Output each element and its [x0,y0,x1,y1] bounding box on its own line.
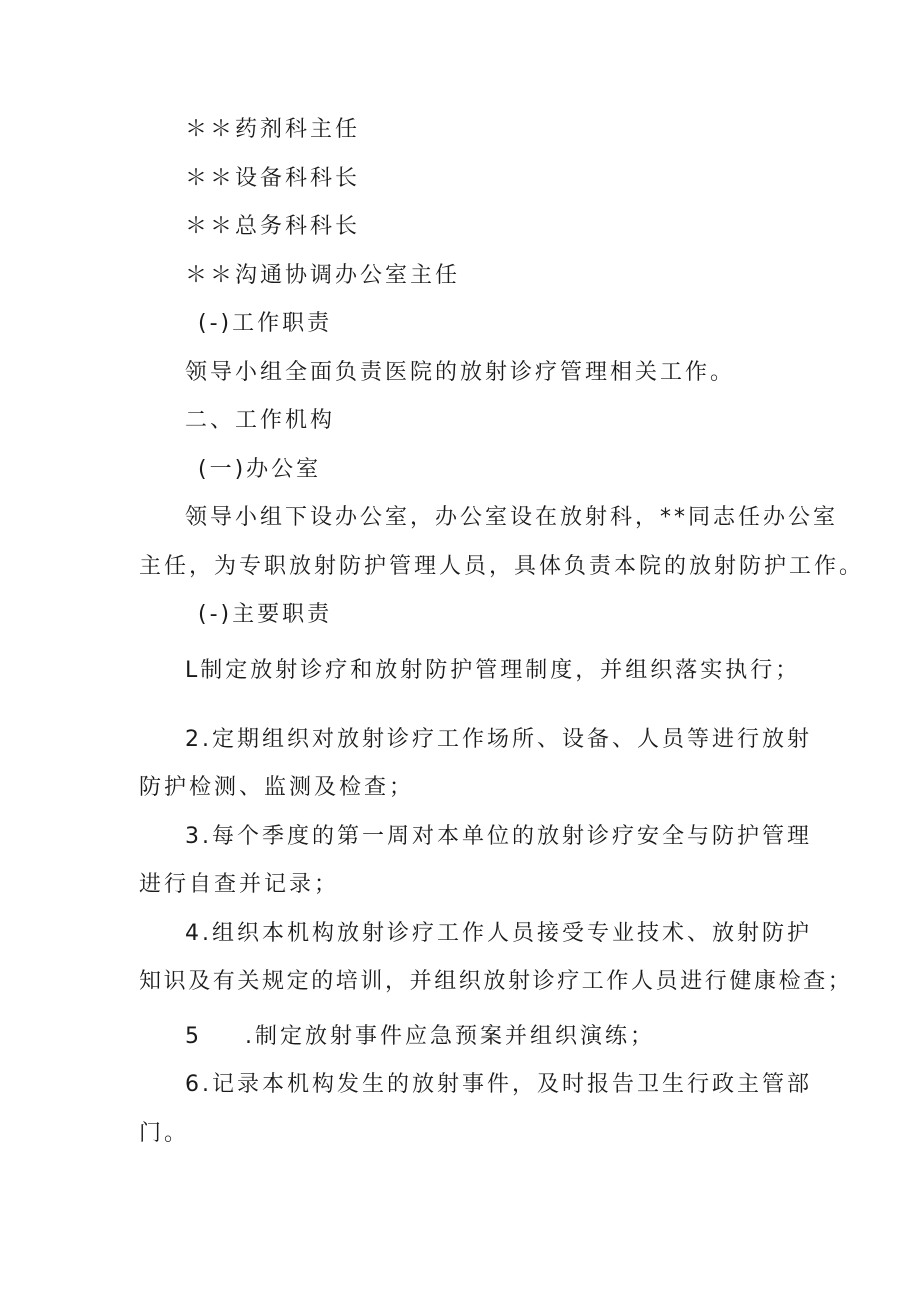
section-heading-duties: (-)工作职责 [198,311,333,336]
paragraph-leadership-duty: 领导小组全面负责医院的放射诊疗管理相关工作。 [185,360,736,385]
list-item-5-text: .制定放射事件应急预案并组织演练； [245,1024,655,1049]
list-item-5 [185,1022,655,1052]
list-item-3-line-1: 3.每个季度的第一周对本单位的放射诊疗安全与防护管理 [185,824,812,849]
paragraph-office-line-1: 领导小组下设办公室，办公室设在放射科，**同志任办公室 [185,505,839,530]
list-item-4-line-2: 知识及有关规定的培训，并组织放射诊疗工作人员进行健康检查； [139,969,853,994]
list-item-5-number: 5 [185,1024,202,1049]
member-pharmacy-director: ＊＊药剂科主任 [185,117,361,142]
member-general-affairs-chief: ＊＊总务科科长 [185,214,361,239]
list-item-4-line-1: 4.组织本机构放射诊疗工作人员接受专业技术、放射防护 [185,921,812,946]
list-item-3-line-2: 进行自查并记录； [139,872,340,897]
member-coordination-office-director: ＊＊沟通协调办公室主任 [185,263,461,288]
member-equipment-chief: ＊＊设备科科长 [185,166,361,191]
section-heading-working-body: 二、工作机构 [185,408,336,433]
list-item-6-line-1: 6.记录本机构发生的放射事件，及时报告卫生行政主管部 [185,1072,812,1097]
subsection-heading-main-duties: (-)主要职责 [198,602,333,627]
list-item-1: L制定放射诊疗和放射防护管理制度，并组织落实执行； [185,658,801,683]
paragraph-office-line-2: 主任，为专职放射防护管理人员，具体负责本院的放射防护工作。 [139,554,865,579]
subsection-heading-office: (一)办公室 [198,457,322,482]
list-item-2-line-1: 2.定期组织对放射诊疗工作场所、设备、人员等进行放射 [185,727,812,752]
list-item-6-line-2: 门。 [139,1121,190,1146]
list-item-2-line-2: 防护检测、监测及检查； [139,775,415,800]
